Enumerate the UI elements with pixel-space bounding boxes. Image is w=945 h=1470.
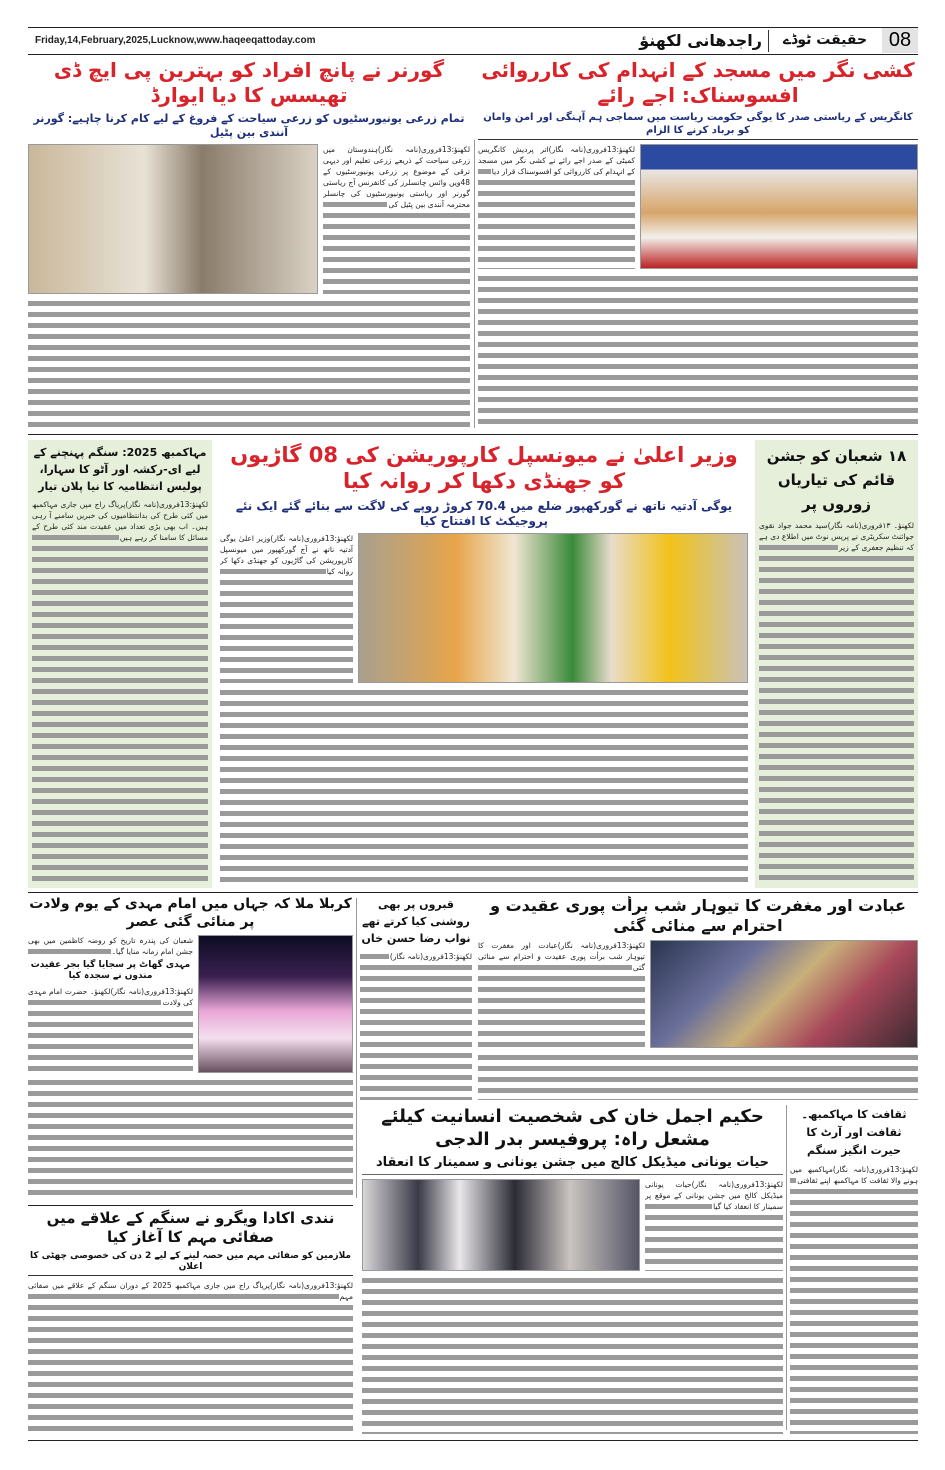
- story-hakeem: [362, 1106, 783, 1434]
- headline-shab-e-barat: عبادت اور مغفرت کا تیوہار شب برأت پوری عقیدت و احترام سے منائی گئی: [490, 896, 906, 935]
- subhead-nandi: ملازمین کو صفائی مہم میں حصہ لینے کے لیے 2 دن کی خصوصی چھٹی کا اعلان: [28, 1251, 353, 1277]
- body-cm-vehicles: لکھنؤ:13فروری(نامہ نگار)وزیر اعلیٰ یوگی آدتیہ ناتھ نے آج گورکھپور میں میونسپل کارپوریشن کی گاڑیوں کو جھنڈی دکھا کر روانہ کیا: [220, 533, 353, 683]
- photo-seminar: [362, 1179, 640, 1271]
- headline-governor: گورنر نے پانچ افراد کو بہترین پی ایچ ڈی تھیسس کا دیا ایوارڈ: [53, 58, 445, 107]
- headline-shaban: ۱۸ شعبان کو جشن قائم کی تیاریاں زوروں پر: [766, 447, 907, 513]
- headline-mahakumbh: مہاکمبھ 2025: سنگم پہنچنے کے لیے ای-رکشہ اور آٹو کا سہارا، پولیس انتظامیہ کا نیا پلان تیار: [33, 446, 207, 493]
- body-nandi: لکھنؤ:13فروری(نامہ نگار)پریاگ راج میں جاری مہاکمبھ 2025 کے دوران سنگم کے علاقے میں صفائی مہم: [28, 1280, 353, 1434]
- body-shab-e-barat-cont: [478, 1052, 918, 1100]
- photo-governor-ceremony: [28, 144, 318, 294]
- headline-karbala: کربلا ملا کہ جہاں میں امام مہدی کے یوم ولادت پر منائی گئی عصر: [29, 896, 352, 930]
- story-kushinagar: [478, 58, 918, 428]
- photo-flag-off: [358, 533, 748, 683]
- body-karbala-cont2: [28, 1077, 353, 1198]
- photo-graveyard-candles: [650, 940, 918, 1048]
- column-divider: [474, 140, 475, 428]
- body-governor: لکھنؤ:13فروری(نامہ نگار)ہندوستان میں زرعی سیاحت کے ذریعے زرعی تعلیم اور دیہی ترقی کے موضوع پر زرعی یونیورسٹیوں کے 48ویں وائس چانسلرز کی کانفرنس آج ریاستی گورنر اور ریاستی یونیورسٹیوں کی چانسلر محترمہ آنندی بین پٹیل کی: [323, 144, 470, 294]
- headline-cm-vehicles: وزیر اعلیٰ نے میونسپل کارپوریشن کی 08 گاڑیوں کو جھنڈی دکھا کر روانہ کیا: [230, 443, 738, 494]
- story-shab-e-barat: [478, 896, 918, 1100]
- section-rule: [28, 892, 918, 893]
- header-rule: [28, 54, 918, 55]
- subhead-hakeem: حیات یونانی میڈیکل کالج میں جشن یونانی و سمینار کا انعقاد: [362, 1155, 783, 1175]
- top-rule: [28, 27, 918, 28]
- section-title: راجدھانی لکھنؤ: [639, 31, 762, 50]
- bottom-rule: [28, 1440, 918, 1441]
- headline-nandi: نندی اکادا ویگرو نے سنگم کے علاقے میں صفائی مہم کا آغاز کیا: [46, 1209, 335, 1246]
- body-hakeem: لکھنؤ:13فروری(نامہ نگار)حیات یونانی میڈیکل کالج میں جشن یونانی کے موقع پر سمینار کا انعقاد کیا گیا: [645, 1179, 783, 1271]
- subhead-cm-vehicles: یوگی آدتیہ ناتھ نے گورکھپور ضلع میں 70.4 کروڑ روپے کی لاگت سے بنائے گئے ایک نئے پروجیکٹ کا افتتاح کیا: [235, 498, 733, 528]
- body-shaban: لکھنؤ۔ ۱۳فروری(نامہ نگار)سید محمد جواد نقوی جوائنٹ سکریٹری نے پریس نوٹ میں اطلاع دی ہے کہ تنظیم جعفری کے زیر: [759, 520, 914, 884]
- story-nawab: [360, 896, 472, 1100]
- section-rule: [28, 1205, 353, 1206]
- photo-press-conference: [640, 144, 918, 269]
- photo-illuminated-shrine: [198, 935, 353, 1073]
- body-cm-vehicles-cont: [220, 687, 748, 889]
- headline-nawab: قبروں پر بھی روشنی کیا کرتے تھے نواب رضا حسن خاں: [361, 898, 471, 945]
- story-culture: [790, 1106, 918, 1434]
- column-divider: [786, 1105, 787, 1430]
- page-number: 08: [882, 28, 918, 53]
- story-cm-vehicles: [220, 442, 748, 888]
- column-divider: [356, 898, 357, 1198]
- body-mahakumbh: لکھنؤ:13فروری(نامہ نگار)پریاگ راج میں جاری مہاکمبھ میں کئی طرح کی بدانتظامیوں کی خبریں سامنے آ رہی ہیں۔ اب بھی بڑی تعداد میں عقیدت مند کئی طرح کے مسائل کا سامنا کر رہے ہیں: [32, 499, 208, 884]
- body-kushinagar-cont: [478, 273, 918, 428]
- body-hakeem-cont: [362, 1275, 783, 1434]
- story-karbala: [28, 896, 353, 1198]
- dateline: Friday,14,February,2025,Lucknow,www.haqeeqattoday.com: [35, 35, 316, 46]
- body-karbala-cont: لکھنؤ:13فروری(نامہ نگار)لکھنؤ۔ حضرت امام مہدی کی ولادت: [28, 986, 193, 1074]
- headline-hakeem: حکیم اجمل خان کی شخصیت انسانیت کیلئے مشعل راہ: پروفیسر بدر الدجی: [381, 1106, 764, 1150]
- section-rule: [28, 434, 918, 435]
- logo: حقیقت ٹوڈے: [782, 32, 868, 48]
- body-nawab: لکھنؤ:13فروری(نامہ نگار): [360, 951, 472, 1100]
- divider: [768, 30, 769, 52]
- subhead-karbala: مہدی گھاٹ پر سجایا گیا بجر عقیدت مندوں نے سجدہ کیا: [30, 960, 191, 982]
- body-culture: لکھنؤ:13فروری(نامہ نگار)مہاکمبھ میں ہونے والا ثقافت کا مہاکمبھ اپنے ثقافتی: [790, 1164, 918, 1434]
- body-karbala: شعبان کی پندرہ تاریخ کو روضہ کاظمین میں بھی جشن امام زمانہ منایا گیا۔: [28, 936, 193, 956]
- body-kushinagar: لکھنؤ:13فروری(نامہ نگار)اتر پردیش کانگریس کمیٹی کے صدر اجے رائے نے کشی نگر میں مسجد کے انہدام کی کارروائی کو افسوسناک قرار دیا: [478, 144, 635, 269]
- sidebar-mahakumbh: [28, 440, 212, 888]
- sidebar-shaban: [755, 440, 918, 888]
- story-governor: [28, 58, 470, 428]
- story-nandi: [28, 1209, 353, 1434]
- body-shab-e-barat: لکھنؤ:13فروری(نامہ نگار)عبادت اور مغفرت کا تیوہار شب برأت پوری عقیدت و احترام سے منائی گئی: [478, 940, 645, 1048]
- subhead-governor: تمام زرعی یونیورسٹیوں کو زرعی سیاحت کے فروغ کے لیے کام کرنا چاہیے: گورنر آنندی بین پٹیل: [33, 112, 465, 139]
- headline-kushinagar: کشی نگر میں مسجد کے انہدام کی کارروائی افسوسناک: اجے رائے: [481, 58, 915, 107]
- subhead-kushinagar: کانگریس کے ریاستی صدر کا یوگی حکومت ریاست میں سماجی ہم آہنگی اور امن وامان کو برباد کرنے کا الزام: [478, 112, 918, 140]
- headline-culture: ثقافت کا مہاکمبھ۔ثقافت اور آرٹ کا حیرت انگیز سنگم: [801, 1108, 907, 1157]
- body-governor-cont: [28, 298, 470, 429]
